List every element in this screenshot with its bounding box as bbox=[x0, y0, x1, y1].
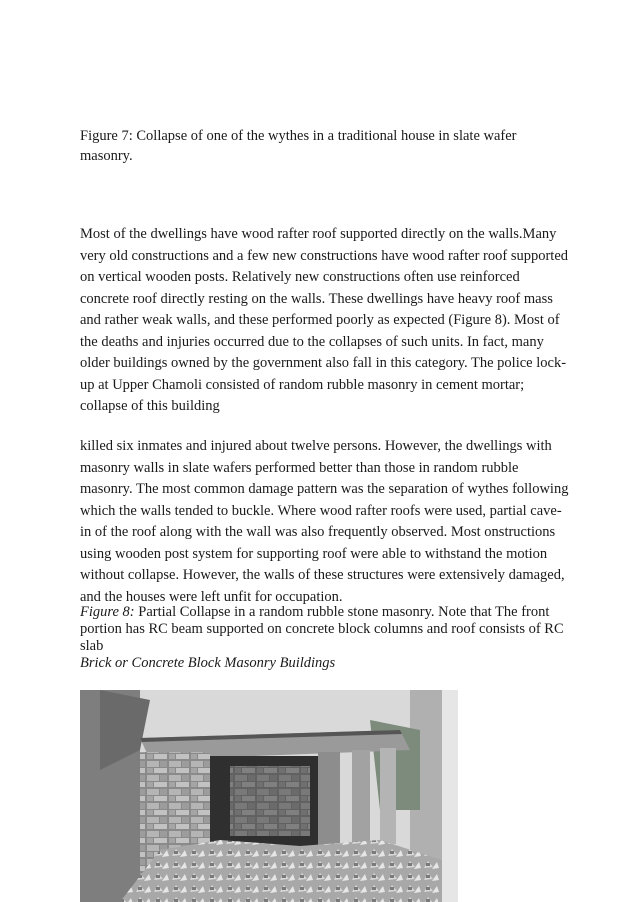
rubble-pile bbox=[120, 840, 442, 902]
figure-8-caption-text: Partial Collapse in a random rubble stone masonry. Note that The front portion has RC beam supported on concrete block columns and roof consists of RC slab bbox=[80, 604, 564, 654]
paragraph-1: Most of the dwellings have wood rafter roof supported directly on the walls.Many very old constructions and a few new constructions have wood rafter roof supported on vertical wooden posts. Relatively new constructions often use reinforced concrete roof directly resting on the walls. These dwellings have heavy roof mass and rather weak walls, and these performed poorly as expected (Figure 8). Most of the deaths and injuries occurred due to the collapses of such units. In fact, many older buildings owned by the government also fall in this category. The police lock-up at Upper Chamoli consisted of random rubble masonry in cement mortar; collapse of this building bbox=[80, 226, 569, 414]
paragraph-2: killed six inmates and injured about twelve persons. However, the dwellings with masonry walls in slate wafers performed better than those in random rubble masonry. The most common damage pattern was the separation of wythes following which the walls tended to buckle. Where wood rafter roofs were used, partial cave-in of the roof along with the wall was also frequently observed. Most onstructions using wooden post system for supporting roof were able to withstand the motion without collapse. However, the walls of these structures were extensively damaged, and the houses were left unfit for occupation. bbox=[80, 438, 569, 605]
interior-wall bbox=[230, 766, 310, 836]
photo-border bbox=[442, 690, 458, 902]
figure-7-caption-text: Figure 7: Collapse of one of the wythes in a traditional house in slate wafer masonry. bbox=[80, 128, 517, 164]
section-heading: Brick or Concrete Block Masonry Buildings bbox=[80, 655, 336, 671]
column-3 bbox=[380, 748, 396, 844]
collapsed-house-illustration bbox=[80, 690, 458, 902]
figure-8-label: Figure 8: bbox=[80, 604, 135, 620]
column-2 bbox=[352, 750, 370, 850]
collapsed-house-photo bbox=[80, 690, 458, 902]
figure-8-caption bbox=[80, 604, 570, 672]
figure-7-caption bbox=[80, 126, 570, 166]
